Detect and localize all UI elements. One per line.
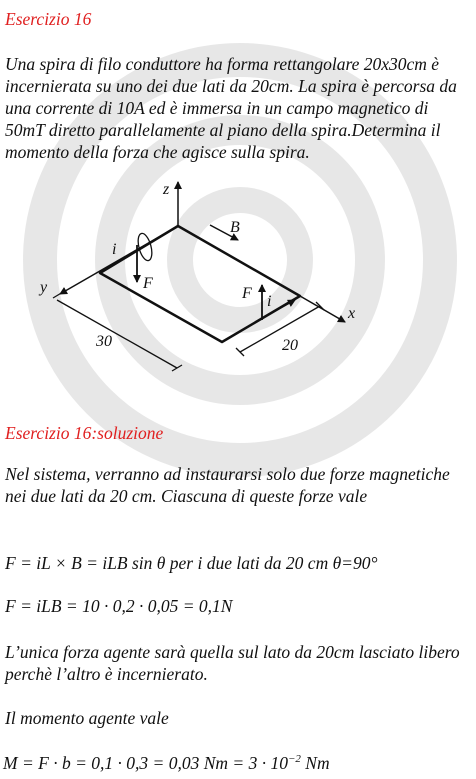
dimension-label-20: 20 (282, 337, 298, 354)
equation-moment-main: M = F · b = 0,1 · 0,3 = 0,03 Nm = 3 · 10 (3, 753, 288, 773)
dimension-label-30: 30 (96, 333, 112, 350)
force-label-right: F (242, 285, 252, 302)
remark-text: L’unica forza agente sarà quella sul lato da 20cm lasciato libero perchè l’altro è incernierato. (5, 642, 460, 684)
equation-moment-unit: Nm (300, 753, 330, 773)
dimension-line-20 (240, 306, 320, 352)
equation-moment (3, 753, 330, 774)
y-axis-label: y (40, 279, 48, 296)
current-label-left: i (112, 241, 117, 258)
z-axis-label: z (163, 181, 170, 198)
conducting-loop (100, 226, 300, 342)
x-axis-label: x (348, 305, 356, 322)
equation-moment-exponent: −2 (287, 753, 301, 766)
force-label-left: F (143, 275, 153, 292)
dimension-line-30 (57, 300, 177, 368)
equation-force-value: F = iLB = 10 · 0,2 · 0,05 = 0,1N (5, 596, 233, 616)
exercise-text: Una spira di filo conduttore ha forma rettangolare 20x30cm è incernierata su uno dei due lati da 20cm. La spira è percorsa da una corrente di 10A ed è immersa in un campo magnetico di 50mT diretto parallelamente al piano della spira.Determina il momento della forza che agisce sulla spira. (5, 54, 457, 162)
exercise-title: Esercizio 16 (5, 9, 92, 29)
solution-intro: Nel sistema, verranno ad instaurarsi solo due forze magnetiche nei due lati da 20 cm. Ciascuna di queste forze vale (5, 464, 450, 506)
moment-intro: Il momento agente vale (5, 708, 169, 728)
solution-title: Esercizio 16:soluzione (5, 423, 164, 443)
loop-diagram (0, 170, 476, 385)
equation-force-vector: F = iL × B = iLB sin θ per i due lati da 20 cm θ=90° (5, 553, 378, 573)
current-label-right: i (267, 293, 272, 310)
magnetic-field-label: B (230, 219, 240, 236)
